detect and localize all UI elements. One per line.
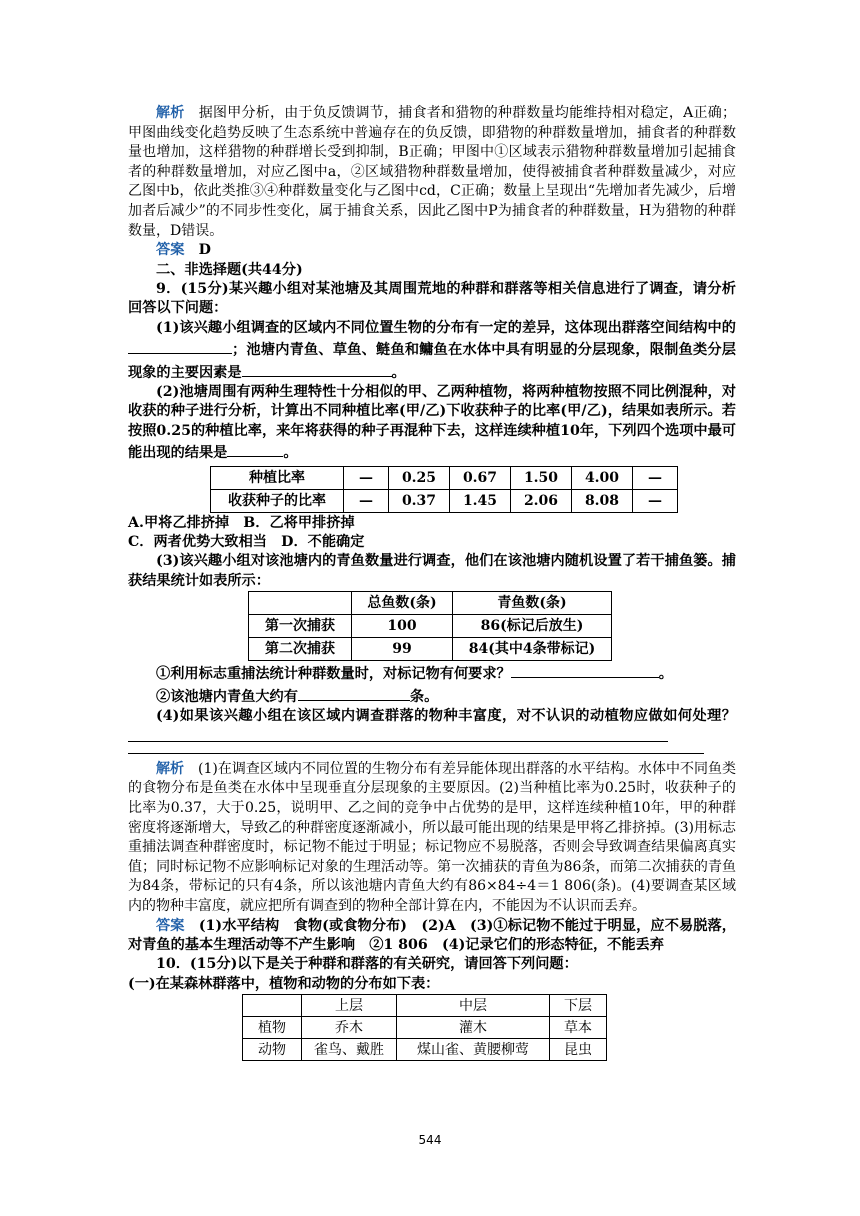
table-row [249,592,612,615]
q9-analysis-text: (1)在调查区域内不同位置的生物分布有差异能体现出群落的水平结构。水体中不同鱼类的食物分布是鱼类在水体中呈现垂直分层现象的主要原因。(2)当种植比率为0.25时，收获种子的比率为0.37，大于0.25，说明甲、乙之间的竞争中占优势的是甲，这样连续种植10年，甲的种群密度将逐渐增大，导致乙的种群密度逐渐减小，所以最可能出现的结果是甲将乙排挤掉。(3)用标志重捕法调查种群密度时，标记物不能过于明显；标记物应不易脱落，否则会导致调查结果偏离真实值；同时标记物不应影响标记对象的生理活动等。第一次捕获的青鱼为86条，而第二次捕获的青鱼为84条，带标记的只有4条，所以该池塘内青鱼大约有86×84÷4＝1 806(条)。(4)要调查某区域内的物种丰富度，就应把所有调查到的物种全部计算在内，不能因为不认识而丢弃。 [128,760,737,915]
table-cell: 第一次捕获 [249,615,352,638]
table-cell: 上层 [302,995,397,1017]
planting-ratio-table [210,466,678,513]
table-cell: 4.00 [572,466,633,489]
q9-part3-q1-end: 。 [658,666,673,683]
table-cell: — [633,489,678,512]
q9-part3-q2-end: 条。 [409,688,439,705]
table-cell: 草本 [550,1017,607,1039]
table-cell: 84(其中4条带标记) [453,638,612,661]
table-cell: 0.67 [450,466,511,489]
table-row [243,1017,607,1039]
q9-part1-text-a: (1)该兴趣小组调查的区域内不同位置生物的分布有一定的差异，这体现出群落空间结构中的 [156,319,736,336]
q8-analysis-text: 据图甲分析，由于负反馈调节，捕食者和猎物的种群数量均能维持相对稳定，A正确；甲图曲线变化趋势反映了生态系统中普遍存在的负反馈，即猎物的种群数量增加，捕食者的种群数量也增加，这样猎物的种群增长受到抑制，B正确；甲图中①区域表示猎物种群数量增加引起捕食者的种群数量增加，对应乙图中a，②区域猎物种群数量增加，使得被捕食者种群数量减少，对应乙图中b，依此类推③④种群数量变化与乙图中cd，C正确；数量上呈现出“先增加者先减少，后增加者后减少”的不同步性变化，属于捕食关系，因此乙图中P为捕食者的种群数量，H为猎物的种群数量，D错误。 [128,105,737,239]
table-cell: 下层 [550,995,607,1017]
q9-part2 [128,383,736,464]
q9-answer [128,917,736,956]
q8-answer [128,241,736,260]
q9-part2-end: 。 [283,445,298,462]
q9-part3-q1-text: ①利用标志重捕法统计种群数量时，对标记物有何要求？ [156,666,511,683]
answer-label: 答案 [156,242,185,259]
page-number: 544 [418,1133,442,1147]
table-cell: 0.25 [389,466,450,489]
answer-blank[interactable] [128,726,668,742]
section2-title: 二、非选择题(共44分) [156,261,303,278]
table-cell: 100 [352,615,453,638]
answer-blank[interactable] [227,441,283,457]
table-cell: 2.06 [511,489,572,512]
answer-blank[interactable] [298,685,410,701]
answer-blank[interactable] [242,361,392,377]
table-cell: 雀鸟、戴胜 [302,1039,397,1061]
answer-label: 答案 [156,917,185,934]
q9-part1-text-c: 。 [391,364,406,381]
table-cell: 1.45 [450,489,511,512]
table-cell: 中层 [397,995,550,1017]
q8-analysis [128,104,736,241]
q10-intro: 10．(15分)以下是关于种群和群落的有关研究，请回答下列问题： [156,956,578,973]
table-cell [243,995,302,1017]
answer-line[interactable] [128,753,704,754]
table-row [249,615,612,638]
q9-part4-text: (4)如果该兴趣小组在该区域内调查群落的物种丰富度，对不认识的动植物应做如何处理？ [156,708,736,725]
table-cell: 昆虫 [550,1039,607,1061]
table-cell: 煤山雀、黄腰柳莺 [397,1039,550,1061]
table-cell: 动物 [243,1039,302,1061]
forest-layer-table [242,994,607,1061]
q9-options-cd: C．两者优势大致相当 D．不能确定 [128,534,365,551]
table-cell: 植物 [243,1017,302,1039]
q9-options-ab: A.甲将乙排挤掉 B．乙将甲排挤掉 [128,514,355,531]
q9-part4 [128,707,736,749]
q9-part2-text: (2)池塘周围有两种生理特性十分相似的甲、乙两种植物，将两种植物按照不同比例混种，对收获的种子进行分析，计算出不同种植比率(甲/乙)下收获种子的比率(甲/乙)，结果如表所示。若按照0.25的种植比率，来年将获得的种子再混种下去，这样连续种植10年，下列四个选项中最可能出现的结果是 [128,384,736,462]
table-row [211,466,678,489]
table-row [243,995,607,1017]
table-cell: 灌木 [397,1017,550,1039]
q8-answer-text: D [198,242,211,259]
q9-part3: (3)该兴趣小组对该池塘内的青鱼数量进行调查，他们在该池塘内随机设置了若干捕鱼篓。捕获结果统计如表所示： [128,553,736,589]
q9-part1 [128,319,736,383]
table-row [243,1039,607,1061]
q9-part1-text-b: ；池塘内青鱼、草鱼、鲢鱼和鳙鱼在水体中具有明显的分层现象，限制鱼类分层现象的主要因素是 [128,342,736,381]
q9-part3-q2-text: ②该池塘内青鱼大约有 [156,688,298,705]
q9-answer-text: (1)水平结构 食物(或食物分布) (2)A (3)①标记物不能过于明显，应不易脱落，对青鱼的基本生理活动等不产生影响 ②1 806 (4)记录它们的形态特征，不能丢弃 [128,917,736,954]
table-cell: 收获种子的比率 [211,489,344,512]
q9-intro: 9．(15分)某兴趣小组对某池塘及其周围荒地的种群和群落等相关信息进行了调查，请分析回答以下问题： [128,280,736,317]
table-cell: 99 [352,638,453,661]
table-cell: 8.08 [572,489,633,512]
table-cell: 青鱼数(条) [453,592,612,615]
table-cell: 乔木 [302,1017,397,1039]
analysis-label: 解析 [156,760,185,777]
fish-capture-table [248,591,612,661]
table-cell: 0.37 [389,489,450,512]
q9-part3-q2 [128,685,736,707]
page-content [128,104,736,1061]
q9-analysis [128,760,736,917]
q10-part1: (一)在某森林群落中，植物和动物的分布如下表： [128,975,440,992]
table-row [211,489,678,512]
q9-part3-q1 [128,662,736,684]
table-cell: 1.50 [511,466,572,489]
table-cell [249,592,352,615]
table-cell: 第二次捕获 [249,638,352,661]
answer-blank[interactable] [128,338,232,354]
table-cell: — [633,466,678,489]
analysis-label: 解析 [156,105,185,121]
answer-blank[interactable] [511,662,659,678]
table-cell: 总鱼数(条) [352,592,453,615]
table-cell: — [344,489,389,512]
table-cell: — [344,466,389,489]
table-cell: 种植比率 [211,466,344,489]
table-cell: 86(标记后放生) [453,615,612,638]
table-row [249,638,612,661]
